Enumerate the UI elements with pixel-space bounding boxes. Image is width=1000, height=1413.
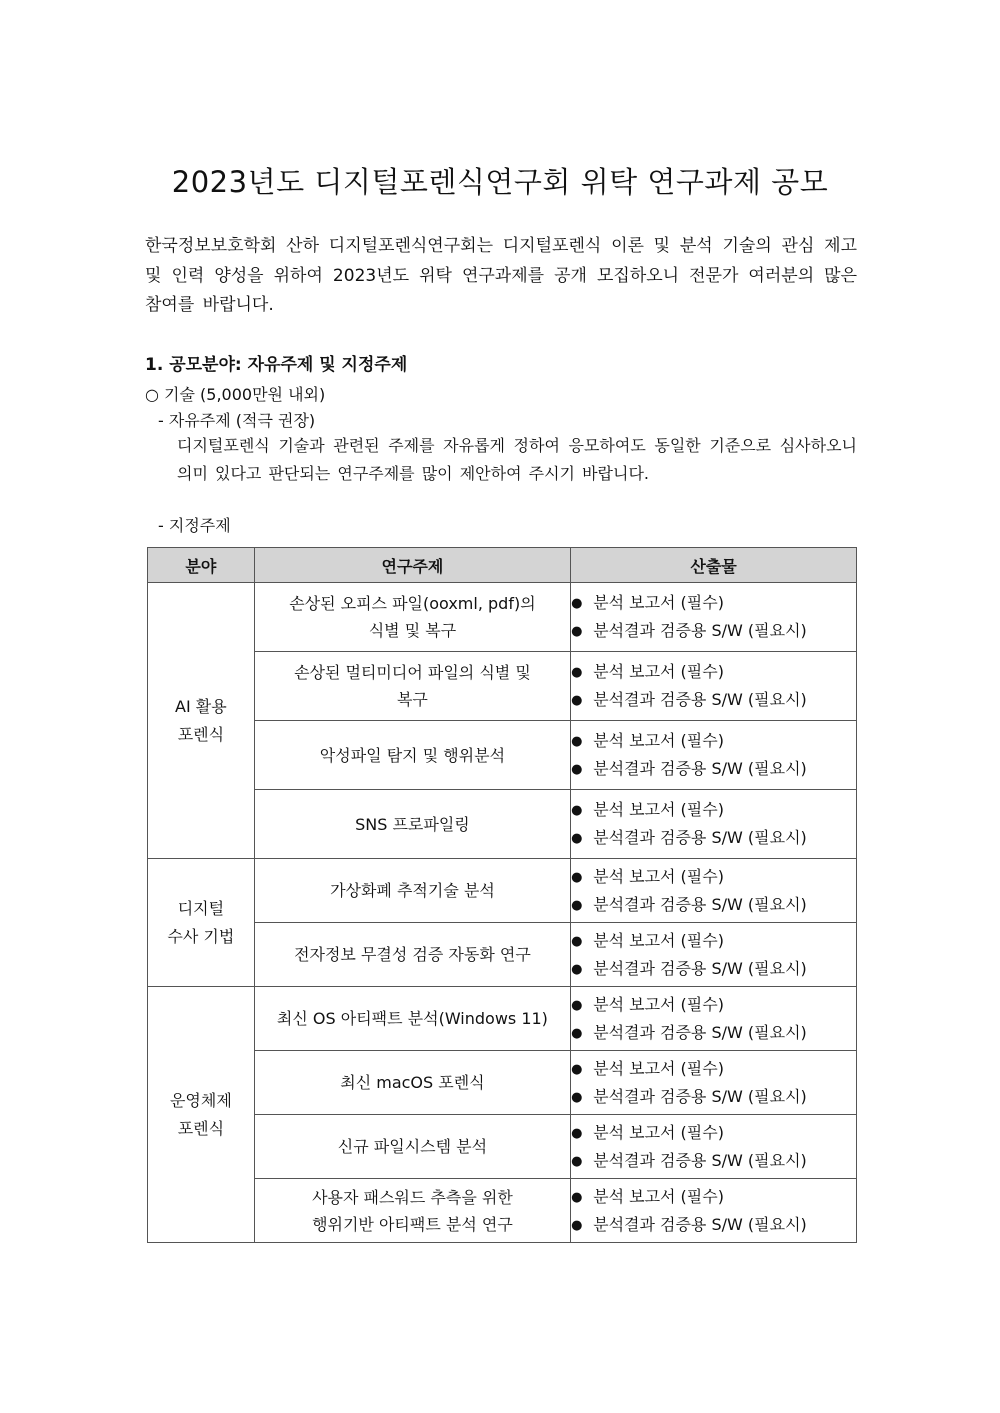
- bullet-icon: ●: [571, 734, 583, 749]
- output-item: [571, 955, 856, 983]
- designated-topics-table: [147, 547, 857, 1243]
- output-text: 분석결과 검증용 S/W (필요시): [593, 759, 807, 778]
- output-text: 분석결과 검증용 S/W (필요시): [593, 1086, 807, 1106]
- topic-text-line: 사용자 패스워드 추측을 위한: [312, 1187, 513, 1207]
- output-item: [571, 863, 856, 891]
- output-item: [571, 755, 856, 783]
- outputs-list: [571, 1119, 856, 1175]
- output-item: [571, 1211, 856, 1239]
- topic-cell: [254, 721, 570, 790]
- table-row: [148, 721, 857, 790]
- table-row: [148, 859, 857, 923]
- topic-text-line: 전자정보 무결성 검증 자동화 연구: [294, 945, 531, 964]
- table-row: [148, 1115, 857, 1179]
- bullet-icon: ●: [571, 831, 583, 846]
- output-text: 분석 보고서 (필수): [593, 994, 724, 1014]
- table-header-row: [148, 548, 857, 583]
- topic-text-line: 가상화폐 추적기술 분석: [330, 881, 495, 900]
- free-topic-description: 디지털포렌식 기술과 관련된 주제를 자유롭게 정하여 응모하여도 동일한 기준으로 심사하오니 의미 있다고 판단되는 연구주제를 많이 제안하여 주시기 바랍니다.: [177, 436, 857, 483]
- outputs-list: [571, 589, 856, 645]
- output-item: [571, 891, 856, 919]
- topic-text-line: 식별 및 복구: [368, 621, 457, 640]
- topic-cell: [254, 1051, 570, 1115]
- output-item: [571, 658, 856, 686]
- bullet-icon: ●: [571, 1217, 583, 1233]
- topic-text-line: 신규 파일시스템 분석: [337, 1137, 488, 1156]
- output-text: 분석 보고서 (필수): [593, 731, 724, 750]
- outputs-list: [571, 863, 856, 919]
- outputs-list: [571, 927, 856, 983]
- output-text: 분석 보고서 (필수): [593, 662, 724, 681]
- output-item: [571, 1119, 856, 1147]
- field-label-line: 디지털: [177, 898, 225, 918]
- bullet-icon: ●: [571, 1189, 583, 1205]
- output-text: 분석 보고서 (필수): [593, 1058, 724, 1078]
- field-cell: [148, 987, 255, 1243]
- output-item: [571, 617, 856, 645]
- field-label-line: 포렌식: [177, 1118, 225, 1138]
- outputs-cell: [571, 583, 857, 652]
- output-text: 분석결과 검증용 S/W (필요시): [593, 1150, 807, 1170]
- outputs-cell: [571, 1115, 857, 1179]
- bullet-icon: ●: [571, 869, 583, 885]
- outputs-cell: [571, 923, 857, 987]
- bullet-icon: ●: [571, 961, 583, 977]
- bullet-icon: ●: [571, 1025, 583, 1041]
- bullet-icon: ●: [571, 665, 583, 680]
- bullet-icon: ●: [571, 693, 583, 708]
- outputs-list: [571, 991, 856, 1047]
- header-topic: 연구주제: [254, 548, 570, 583]
- field-label-line: AI 활용: [175, 696, 227, 716]
- outputs-cell: [571, 1051, 857, 1115]
- bullet-icon: ●: [571, 1125, 583, 1141]
- output-item: [571, 796, 856, 824]
- topic-text-line: 복구: [396, 690, 428, 709]
- output-text: 분석 보고서 (필수): [593, 930, 724, 950]
- table-row: [148, 1179, 857, 1243]
- designated-topic-line: - 지정주제: [158, 516, 231, 535]
- output-text: 분석결과 검증용 S/W (필요시): [593, 1022, 807, 1042]
- header-field: 분야: [148, 548, 255, 583]
- output-text: 분석 보고서 (필수): [593, 866, 724, 886]
- table-row: [148, 923, 857, 987]
- bullet-icon: ●: [571, 762, 583, 777]
- table-row: [148, 583, 857, 652]
- output-text: 분석결과 검증용 S/W (필요시): [593, 894, 807, 914]
- outputs-list: [571, 727, 856, 783]
- topic-text-line: SNS 프로파일링: [355, 814, 470, 834]
- field-cell: [148, 583, 255, 859]
- tech-budget-line: ○ 기술 (5,000만원 내외): [145, 385, 326, 404]
- outputs-cell: [571, 859, 857, 923]
- topic-text-line: 악성파일 탐지 및 행위분석: [319, 745, 506, 765]
- output-text: 분석 보고서 (필수): [593, 1122, 724, 1142]
- field-cell: [148, 859, 255, 987]
- outputs-list: [571, 1055, 856, 1111]
- output-item: [571, 1083, 856, 1111]
- bullet-icon: ●: [571, 803, 583, 818]
- outputs-list: [571, 658, 856, 714]
- topic-cell: [254, 859, 570, 923]
- topic-cell: [254, 583, 570, 652]
- output-item: [571, 991, 856, 1019]
- output-item: [571, 686, 856, 714]
- outputs-cell: [571, 721, 857, 790]
- output-text: 분석결과 검증용 S/W (필요시): [593, 1214, 807, 1234]
- field-label-line: 수사 기법: [167, 926, 235, 946]
- topic-text-line: 행위기반 아티팩트 분석 연구: [312, 1214, 513, 1234]
- outputs-list: [571, 796, 856, 852]
- bullet-icon: ●: [571, 624, 583, 639]
- topic-text-line: 손상된 멀티미디어 파일의 식별 및: [294, 663, 531, 682]
- bullet-icon: ●: [571, 596, 583, 611]
- topic-cell: [254, 1115, 570, 1179]
- table-row: [148, 1051, 857, 1115]
- topic-cell: [254, 987, 570, 1051]
- output-text: 분석 보고서 (필수): [593, 1186, 724, 1206]
- output-text: 분석결과 검증용 S/W (필요시): [593, 690, 807, 709]
- free-topic-line: - 자유주제 (적극 권장): [158, 411, 316, 430]
- output-text: 분석결과 검증용 S/W (필요시): [593, 958, 807, 978]
- output-text: 분석 보고서 (필수): [593, 800, 724, 819]
- section-heading: 1. 공모분야: 자유주제 및 지정주제: [145, 355, 408, 375]
- table-row: [148, 652, 857, 721]
- bullet-icon: ●: [571, 1061, 583, 1077]
- output-item: [571, 589, 856, 617]
- topic-text-line: 최신 OS 아티팩트 분석(Windows 11): [276, 1009, 548, 1028]
- bullet-icon: ●: [571, 1153, 583, 1169]
- outputs-cell: [571, 1179, 857, 1243]
- field-label-line: 운영체제: [169, 1090, 232, 1110]
- bullet-icon: ●: [571, 933, 583, 949]
- topic-text-line: 최신 macOS 포렌식: [340, 1073, 485, 1092]
- outputs-cell: [571, 790, 857, 859]
- output-text: 분석결과 검증용 S/W (필요시): [593, 621, 807, 640]
- output-item: [571, 1147, 856, 1175]
- outputs-cell: [571, 987, 857, 1051]
- output-text: 분석결과 검증용 S/W (필요시): [593, 828, 807, 847]
- topic-cell: [254, 923, 570, 987]
- topic-cell: [254, 652, 570, 721]
- bullet-icon: ●: [571, 1089, 583, 1105]
- field-label-line: 포렌식: [177, 724, 225, 744]
- topic-cell: [254, 790, 570, 859]
- outputs-cell: [571, 652, 857, 721]
- bullet-icon: ●: [571, 897, 583, 913]
- outputs-list: [571, 1183, 856, 1239]
- intro-paragraph: 한국정보보호학회 산하 디지털포렌식연구회는 디지털포렌식 이론 및 분석 기술의 관심 제고 및 인력 양성을 위하여 2023년도 위탁 연구과제를 공개 모집하오니 전문가 여러분의 많은 참여를 바랍니다.: [145, 236, 857, 315]
- table-row: [148, 790, 857, 859]
- output-item: [571, 824, 856, 852]
- output-item: [571, 1183, 856, 1211]
- output-item: [571, 727, 856, 755]
- bullet-icon: ●: [571, 997, 583, 1013]
- output-item: [571, 1055, 856, 1083]
- topic-text-line: 손상된 오피스 파일(ooxml, pdf)의: [289, 594, 536, 613]
- output-item: [571, 1019, 856, 1047]
- header-outputs: 산출물: [571, 548, 857, 583]
- table-row: [148, 987, 857, 1051]
- topic-cell: [254, 1179, 570, 1243]
- document-title: 2023년도 디지털포렌식연구회 위탁 연구과제 공모: [171, 165, 829, 199]
- output-text: 분석 보고서 (필수): [593, 593, 724, 612]
- output-item: [571, 927, 856, 955]
